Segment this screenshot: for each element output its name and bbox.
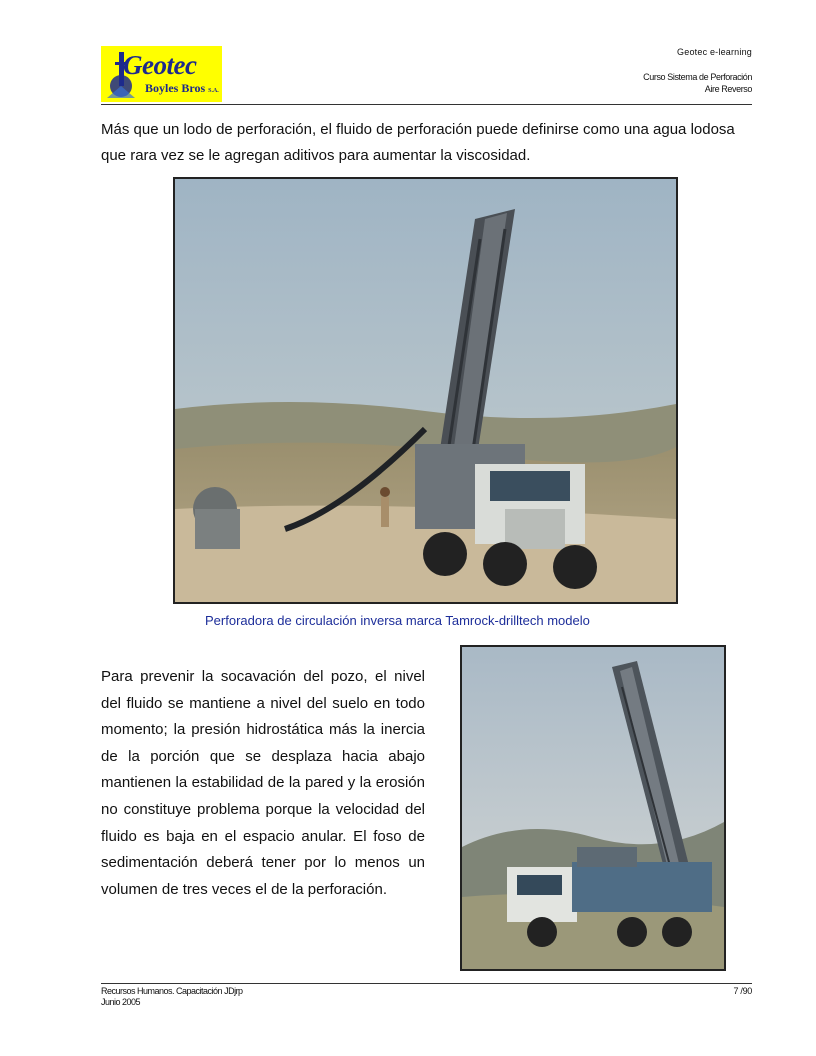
header-info [643, 46, 752, 95]
header-site-name: Geotec e-learning [677, 47, 752, 57]
footer-date: Junio 2005 [101, 997, 141, 1007]
footer-department: Recursos Humanos. Capacitación JDjrp [101, 986, 243, 996]
footer-divider [101, 983, 752, 984]
drill-rig-image [175, 179, 676, 602]
header-course-topic: Aire Reverso [704, 84, 752, 94]
logo-wordmark: Geotec [123, 50, 197, 80]
drill-rig-photo-1 [173, 177, 678, 604]
logo-subtitle: Boyles Bros S.A. [145, 81, 219, 95]
footer-credits [101, 986, 243, 1008]
header-divider [101, 104, 752, 105]
company-logo [101, 46, 222, 102]
header-course-name: Curso Sistema de Perforación [643, 72, 752, 82]
drill-rig-image [462, 647, 724, 969]
drill-rig-photo-2 [460, 645, 726, 971]
intro-paragraph: Más que un lodo de perforación, el fluido de perforación puede definirse como una agua lodosa que rara vez se le agregan aditivos para aumentar la viscosidad. [101, 121, 735, 164]
page-number: 7 /90 [733, 986, 752, 996]
photo-caption: Perforadora de circulación inversa marca Tamrock-drilltech modelo [205, 613, 590, 628]
body-paragraph: Para prevenir la socavación del pozo, el nivel del fluido se mantiene a nivel del suelo en todo momento; la presión hidrostática más la inercia de la porción que se desplaza hacia abajo mantienen la estabilidad de la pared y la erosión no constituye problema porque la velocidad del fluido es baja en el espacio anular. El foso de sedimentación deberá tener por lo menos un volumen de tres veces el de la perforación. [101, 668, 425, 898]
